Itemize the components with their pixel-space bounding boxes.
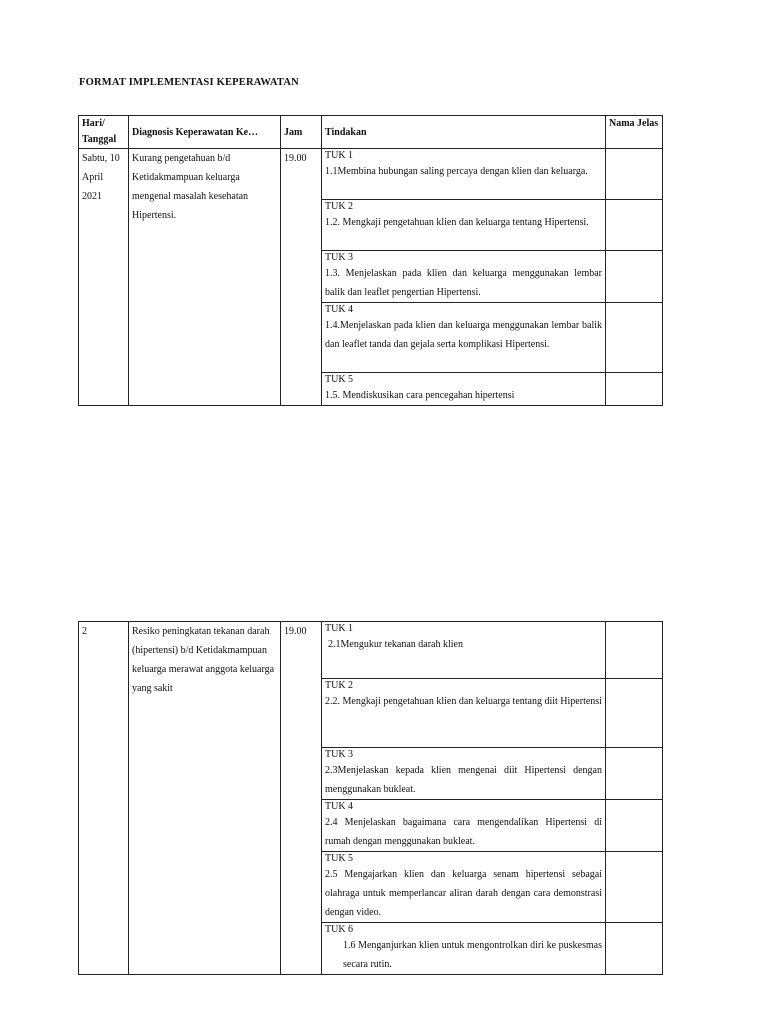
cell-nama-jelas bbox=[606, 622, 663, 679]
cell-nama-jelas bbox=[606, 923, 663, 975]
cell-tindakan bbox=[322, 251, 606, 303]
cell-nama-jelas bbox=[606, 373, 663, 406]
action-text: 2.3Menjelaskan kepada klien mengenai diit Hipertensi dengan menggunakan bukleat. bbox=[325, 765, 602, 795]
action-text: 1.4.Menjelaskan pada klien dan keluarga menggunakan lembar balik dan leaflet tanda dan gejala serta komplikasi Hipertensi. bbox=[325, 320, 602, 350]
tuk-label: TUK 4 bbox=[325, 801, 354, 812]
cell-tindakan bbox=[322, 622, 606, 679]
cell-jam: 19.00 bbox=[281, 149, 322, 406]
table-row bbox=[79, 149, 663, 200]
header-diagnosis: Diagnosis Keperawatan Ke… bbox=[129, 116, 281, 149]
header-tindakan: Tindakan bbox=[322, 116, 606, 149]
action-text: 1.1Membina hubungan saling percaya dengan klien dan keluarga. bbox=[325, 166, 588, 177]
tuk-label: TUK 5 bbox=[325, 853, 354, 864]
cell-nama-jelas bbox=[606, 800, 663, 852]
cell-tindakan bbox=[322, 748, 606, 800]
tuk-label: TUK 4 bbox=[325, 304, 354, 315]
tuk-label: TUK 2 bbox=[325, 201, 354, 212]
implementation-table-2 bbox=[78, 621, 663, 975]
table-row bbox=[79, 622, 663, 679]
action-text: 1.5. Mendiskusikan cara pencegahan hipertensi bbox=[325, 390, 515, 401]
cell-nama-jelas bbox=[606, 679, 663, 748]
cell-diagnosis: Kurang pengetahuan b/d Ketidakmampuan keluarga mengenal masalah kesehatan Hipertensi. bbox=[129, 149, 281, 406]
cell-tindakan bbox=[322, 923, 606, 975]
document-title: FORMAT IMPLEMENTASI KEPERAWATAN bbox=[79, 77, 299, 88]
action-text: 2.5 Mengajarkan klien dan keluarga senam hipertensi sebagai olahraga untuk memperlancar aliran darah dengan cara demonstrasi dengan video. bbox=[325, 869, 602, 918]
cell-nama-jelas bbox=[606, 748, 663, 800]
tuk-label: TUK 5 bbox=[325, 374, 354, 385]
cell-tindakan bbox=[322, 303, 606, 373]
header-nama-jelas: Nama Jelas bbox=[606, 116, 663, 149]
cell-nama-jelas bbox=[606, 303, 663, 373]
table-header-row bbox=[79, 116, 663, 149]
tuk-label: TUK 3 bbox=[325, 252, 354, 263]
action-text: 1.6 Menganjurkan klien untuk mengontrolkan diri ke puskesmas secara rutin. bbox=[343, 940, 602, 970]
cell-nama-jelas bbox=[606, 200, 663, 251]
cell-nama-jelas bbox=[606, 852, 663, 923]
implementation-table-1 bbox=[78, 115, 663, 406]
cell-tindakan bbox=[322, 852, 606, 923]
cell-tindakan bbox=[322, 800, 606, 852]
tuk-label: TUK 2 bbox=[325, 680, 354, 691]
header-hari: Hari/ Tanggal bbox=[79, 116, 129, 149]
action-text: 2.4 Menjelaskan bagaimana cara mengendalikan Hipertensi di rumah dengan menggunakan bukleat. bbox=[325, 817, 602, 847]
action-text: 1.3. Menjelaskan pada klien dan keluarga menggunakan lembar balik dan leaflet pengertian Hipertensi. bbox=[325, 268, 602, 298]
header-jam: Jam bbox=[281, 116, 322, 149]
cell-tindakan bbox=[322, 200, 606, 251]
cell-nama-jelas bbox=[606, 251, 663, 303]
cell-hari: Sabtu, 10 April 2021 bbox=[79, 149, 129, 406]
cell-tindakan bbox=[322, 149, 606, 200]
tuk-label: TUK 1 bbox=[325, 150, 354, 161]
tuk-label: TUK 6 bbox=[325, 924, 354, 935]
cell-jam: 19.00 bbox=[281, 622, 322, 975]
cell-tindakan bbox=[322, 373, 606, 406]
action-text: 2.2. Mengkaji pengetahuan klien dan keluarga tentang diit Hipertensi bbox=[325, 696, 602, 707]
tuk-label: TUK 3 bbox=[325, 749, 354, 760]
action-text: 2.1Mengukur tekanan darah klien bbox=[328, 639, 463, 650]
cell-diagnosis: Resiko peningkatan tekanan darah (hipertensi) b/d Ketidakmampuan keluarga merawat anggota keluarga yang sakit bbox=[129, 622, 281, 975]
action-text: 1.2. Mengkaji pengetahuan klien dan keluarga tentang Hipertensi. bbox=[325, 217, 589, 228]
tuk-label: TUK 1 bbox=[325, 623, 354, 634]
cell-hari: 2 bbox=[79, 622, 129, 975]
cell-nama-jelas bbox=[606, 149, 663, 200]
cell-tindakan bbox=[322, 679, 606, 748]
